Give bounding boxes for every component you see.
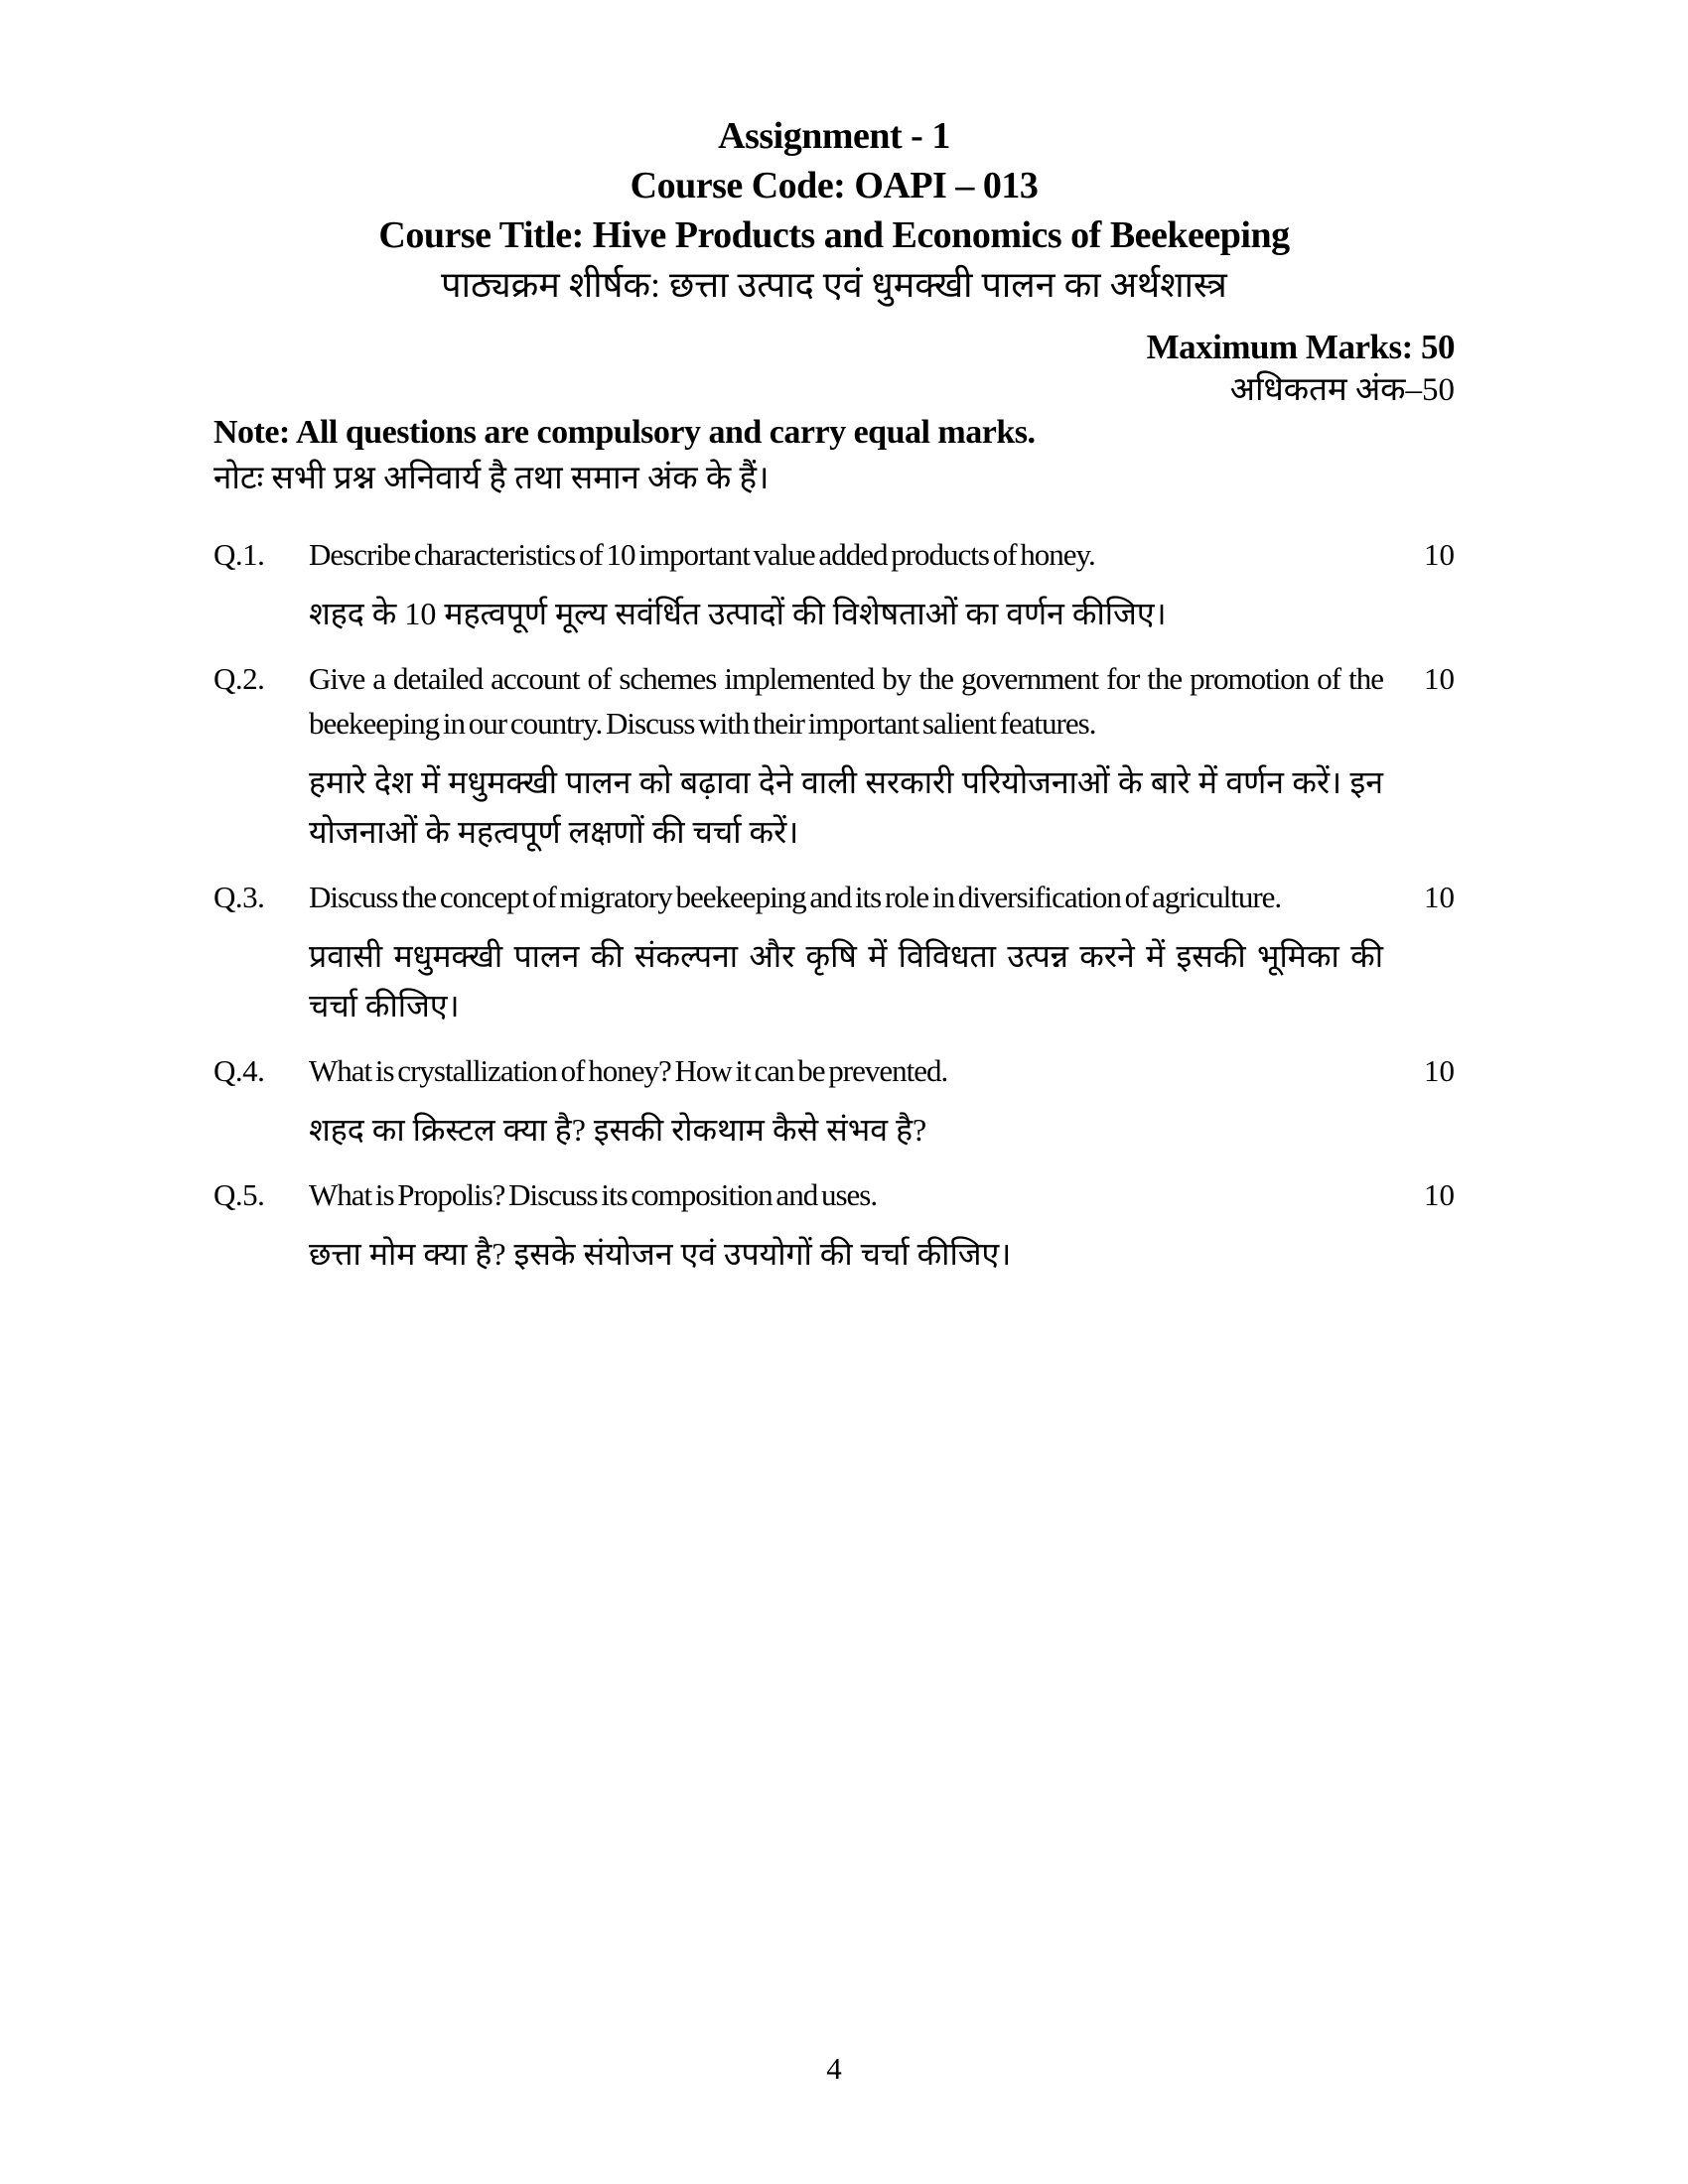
question-row-4	[213, 1048, 1455, 1155]
course-title: Course Title: Hive Products and Economics of Beekeeping	[378, 214, 1290, 256]
note-block	[213, 411, 1455, 502]
question-marks: 10	[1424, 1053, 1455, 1088]
max-marks-hindi: अधिकतम अंक–50	[1229, 372, 1455, 408]
question-number: Q.2.	[213, 661, 265, 696]
question-row-2	[213, 656, 1455, 857]
question-number: Q.5.	[213, 1177, 265, 1212]
questions-list	[213, 532, 1455, 1279]
question-text-english: Give a detailed account of schemes implemented by the government for the promotion of the beekeeping in our country. Discuss with their important salient features.	[309, 661, 1383, 741]
question-text-english: What is Propolis? Discuss its composition and uses.	[309, 1177, 878, 1212]
question-row-5	[213, 1172, 1455, 1279]
question-marks: 10	[1424, 1177, 1455, 1212]
question-row-3	[213, 875, 1455, 1030]
question-text-hindi: हमारे देश में मधुमक्खी पालन को बढ़ावा देने वाली सरकारी परियोजनाओं के बारे में वर्णन करें। इन योजनाओं के महत्वपूर्ण लक्षणों की चर्चा करें।	[309, 764, 1383, 850]
page-number: 4	[826, 2051, 842, 2086]
note-hindi: नोटः सभी प्रश्न अनिवार्य है तथा समान अंक के हैं।	[213, 461, 770, 496]
question-body	[309, 532, 1383, 638]
question-marks: 10	[1424, 537, 1455, 572]
question-text-hindi: शहद के 10 महत्वपूर्ण मूल्य सवंर्धित उत्पादों की विशेषताओं का वर्णन कीजिए।	[309, 596, 1167, 631]
assignment-title: Assignment - 1	[718, 115, 950, 157]
question-number: Q.1.	[213, 537, 265, 572]
question-row-1	[213, 532, 1455, 638]
question-body	[309, 656, 1383, 857]
course-title-hindi: पाठ्यक्रम शीर्षक: छत्ता उत्पाद एवं धुमक्खी पालन का अर्थशास्त्र	[441, 265, 1227, 305]
question-number: Q.4.	[213, 1053, 265, 1088]
question-marks: 10	[1424, 880, 1455, 914]
max-marks-english: Maximum Marks: 50	[1146, 328, 1455, 366]
course-code: Course Code: OAPI – 013	[630, 165, 1039, 206]
question-number: Q.3.	[213, 880, 265, 914]
question-text-hindi: छत्ता मोम क्या है? इसके संयोजन एवं उपयोगों की चर्चा कीजिए।	[309, 1236, 1012, 1272]
note-english: Note: All questions are compulsory and carry equal marks.	[213, 414, 1036, 451]
question-marks: 10	[1424, 661, 1455, 696]
question-body	[309, 1048, 1383, 1155]
question-text-english: Describe characteristics of 10 important value added products of honey.	[309, 537, 1095, 572]
question-text-english: Discuss the concept of migratory beekeeping and its role in diversification of agriculture.	[309, 880, 1282, 914]
question-text-hindi: प्रवासी मधुमक्खी पालन की संकल्पना और कृषि में विविधता उत्पन्न करने में इसकी भूमिका की चर्चा कीजिए।	[309, 938, 1383, 1024]
question-text-hindi: शहद का क्रिस्टल क्या है? इसकी रोकथाम कैसे संभव है?	[309, 1112, 927, 1148]
max-marks-block	[213, 326, 1455, 411]
question-text-english: What is crystallization of honey? How it can be prevented.	[309, 1053, 948, 1088]
document-title-block	[213, 111, 1455, 310]
question-body	[309, 1172, 1383, 1279]
question-body	[309, 875, 1383, 1030]
